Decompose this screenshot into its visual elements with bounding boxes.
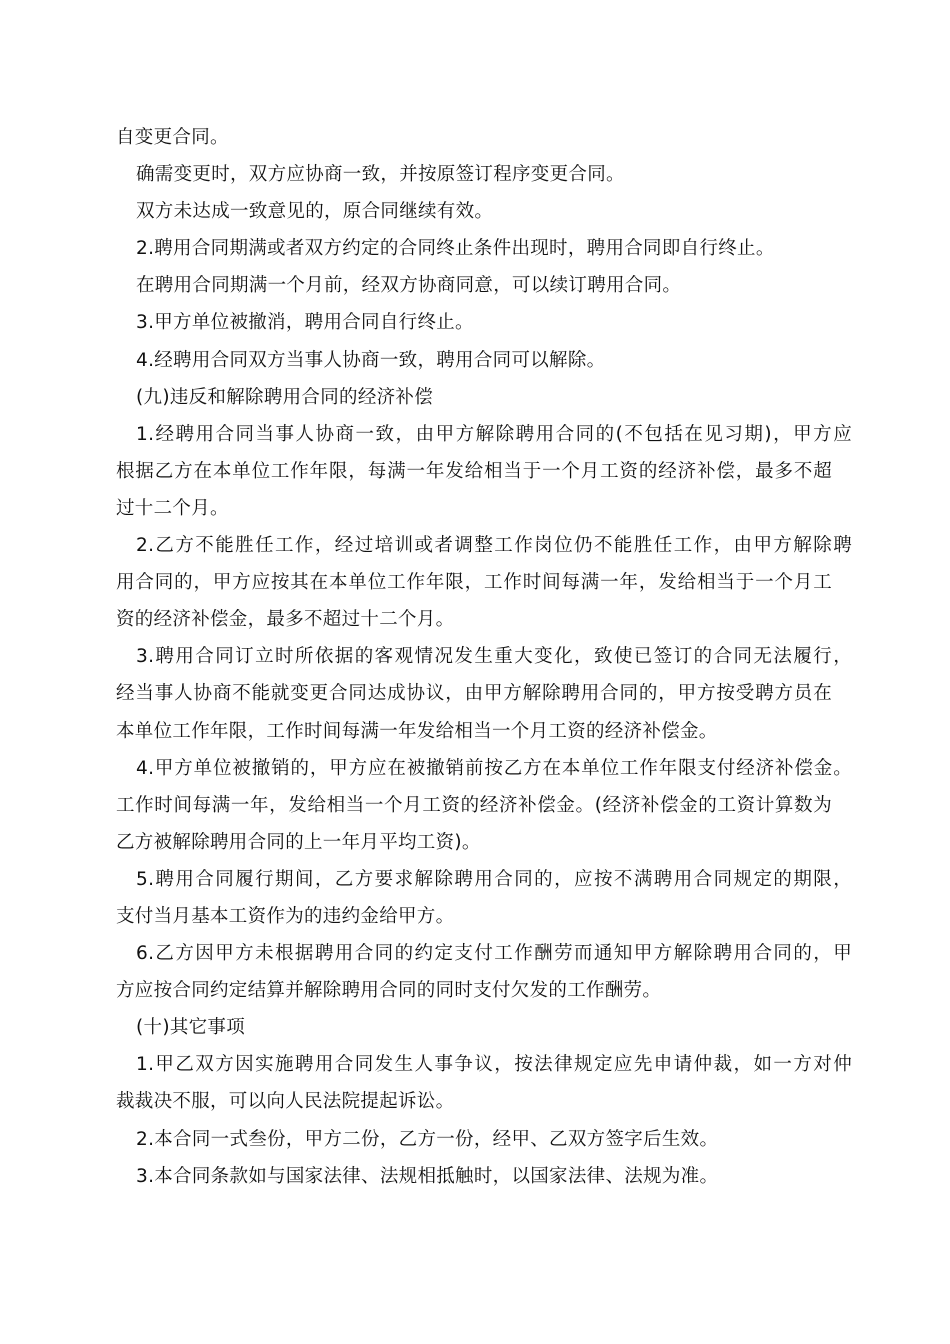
text-line: 支付当月基本工资作为的违约金给甲方。 [116, 905, 455, 927]
text-line: 确需变更时，双方应协商一致，并按原签订程序变更合同。 [136, 164, 625, 186]
text-line: 1.甲乙双方因实施聘用合同发生人事争议，按法律规定应先申请仲裁，如一方对仲 [136, 1054, 852, 1076]
text-line: 3.甲方单位被撤消，聘用合同自行终止。 [136, 312, 474, 334]
text-line: (十)其它事项 [136, 1017, 246, 1039]
text-line: 乙方被解除聘用合同的上一年月平均工资)。 [116, 831, 481, 853]
text-line: 3.本合同条款如与国家法律、法规相抵触时，以国家法律、法规为准。 [136, 1165, 719, 1187]
text-line: 自变更合同。 [116, 127, 229, 148]
text-line: 5.聘用合同履行期间，乙方要求解除聘用合同的，应按不满聘用合同规定的期限， [136, 868, 852, 890]
text-line: 工作时间每满一年，发给相当一个月工资的经济补偿金。(经济补偿金的工资计算数为 [116, 794, 832, 816]
text-line: 本单位工作年限，工作时间每满一年发给相当一个月工资的经济补偿金。 [116, 720, 718, 742]
text-line: 2.乙方不能胜任工作，经过培训或者调整工作岗位仍不能胜任工作，由甲方解除聘 [136, 535, 852, 557]
text-line: 3.聘用合同订立时所依据的客观情况发生重大变化，致使已签订的合同无法履行， [136, 646, 852, 668]
document-body [116, 119, 852, 1195]
text-line: 经当事人协商不能就变更合同达成协议，由甲方解除聘用合同的，甲方按受聘方员在 [116, 683, 832, 705]
text-line: 裁裁决不服，可以向人民法院提起诉讼。 [116, 1091, 455, 1113]
text-line: 过十二个月。 [116, 497, 229, 519]
text-line: 6.乙方因甲方未根据聘用合同的约定支付工作酬劳而通知甲方解除聘用合同的，甲 [136, 943, 852, 965]
text-line: (九)违反和解除聘用合同的经济补偿 [136, 386, 434, 408]
text-line: 资的经济补偿金，最多不超过十二个月。 [116, 609, 455, 631]
text-line: 4.甲方单位被撤销的，甲方应在被撤销前按乙方在本单位工作年限支付经济补偿金。 [136, 757, 852, 779]
text-line: 方应按合同约定结算并解除聘用合同的同时支付欠发的工作酬劳。 [116, 980, 662, 1002]
text-line: 4.经聘用合同双方当事人协商一致，聘用合同可以解除。 [136, 349, 606, 371]
text-line: 在聘用合同期满一个月前，经双方协商同意，可以续订聘用合同。 [136, 275, 682, 297]
text-line: 2.本合同一式叁份，甲方二份，乙方一份，经甲、乙双方签字后生效。 [136, 1128, 719, 1150]
text-line: 双方未达成一致意见的，原合同继续有效。 [136, 201, 494, 223]
text-line: 根据乙方在本单位工作年限，每满一年发给相当于一个月工资的经济补偿，最多不超 [116, 460, 832, 482]
text-line: 1.经聘用合同当事人协商一致，由甲方解除聘用合同的(不包括在见习期)，甲方应 [136, 423, 852, 445]
text-line: 2.聘用合同期满或者双方约定的合同终止条件出现时，聘用合同即自行终止。 [136, 238, 775, 260]
text-line: 用合同的，甲方应按其在本单位工作年限，工作时间每满一年，发给相当于一个月工 [116, 572, 832, 594]
